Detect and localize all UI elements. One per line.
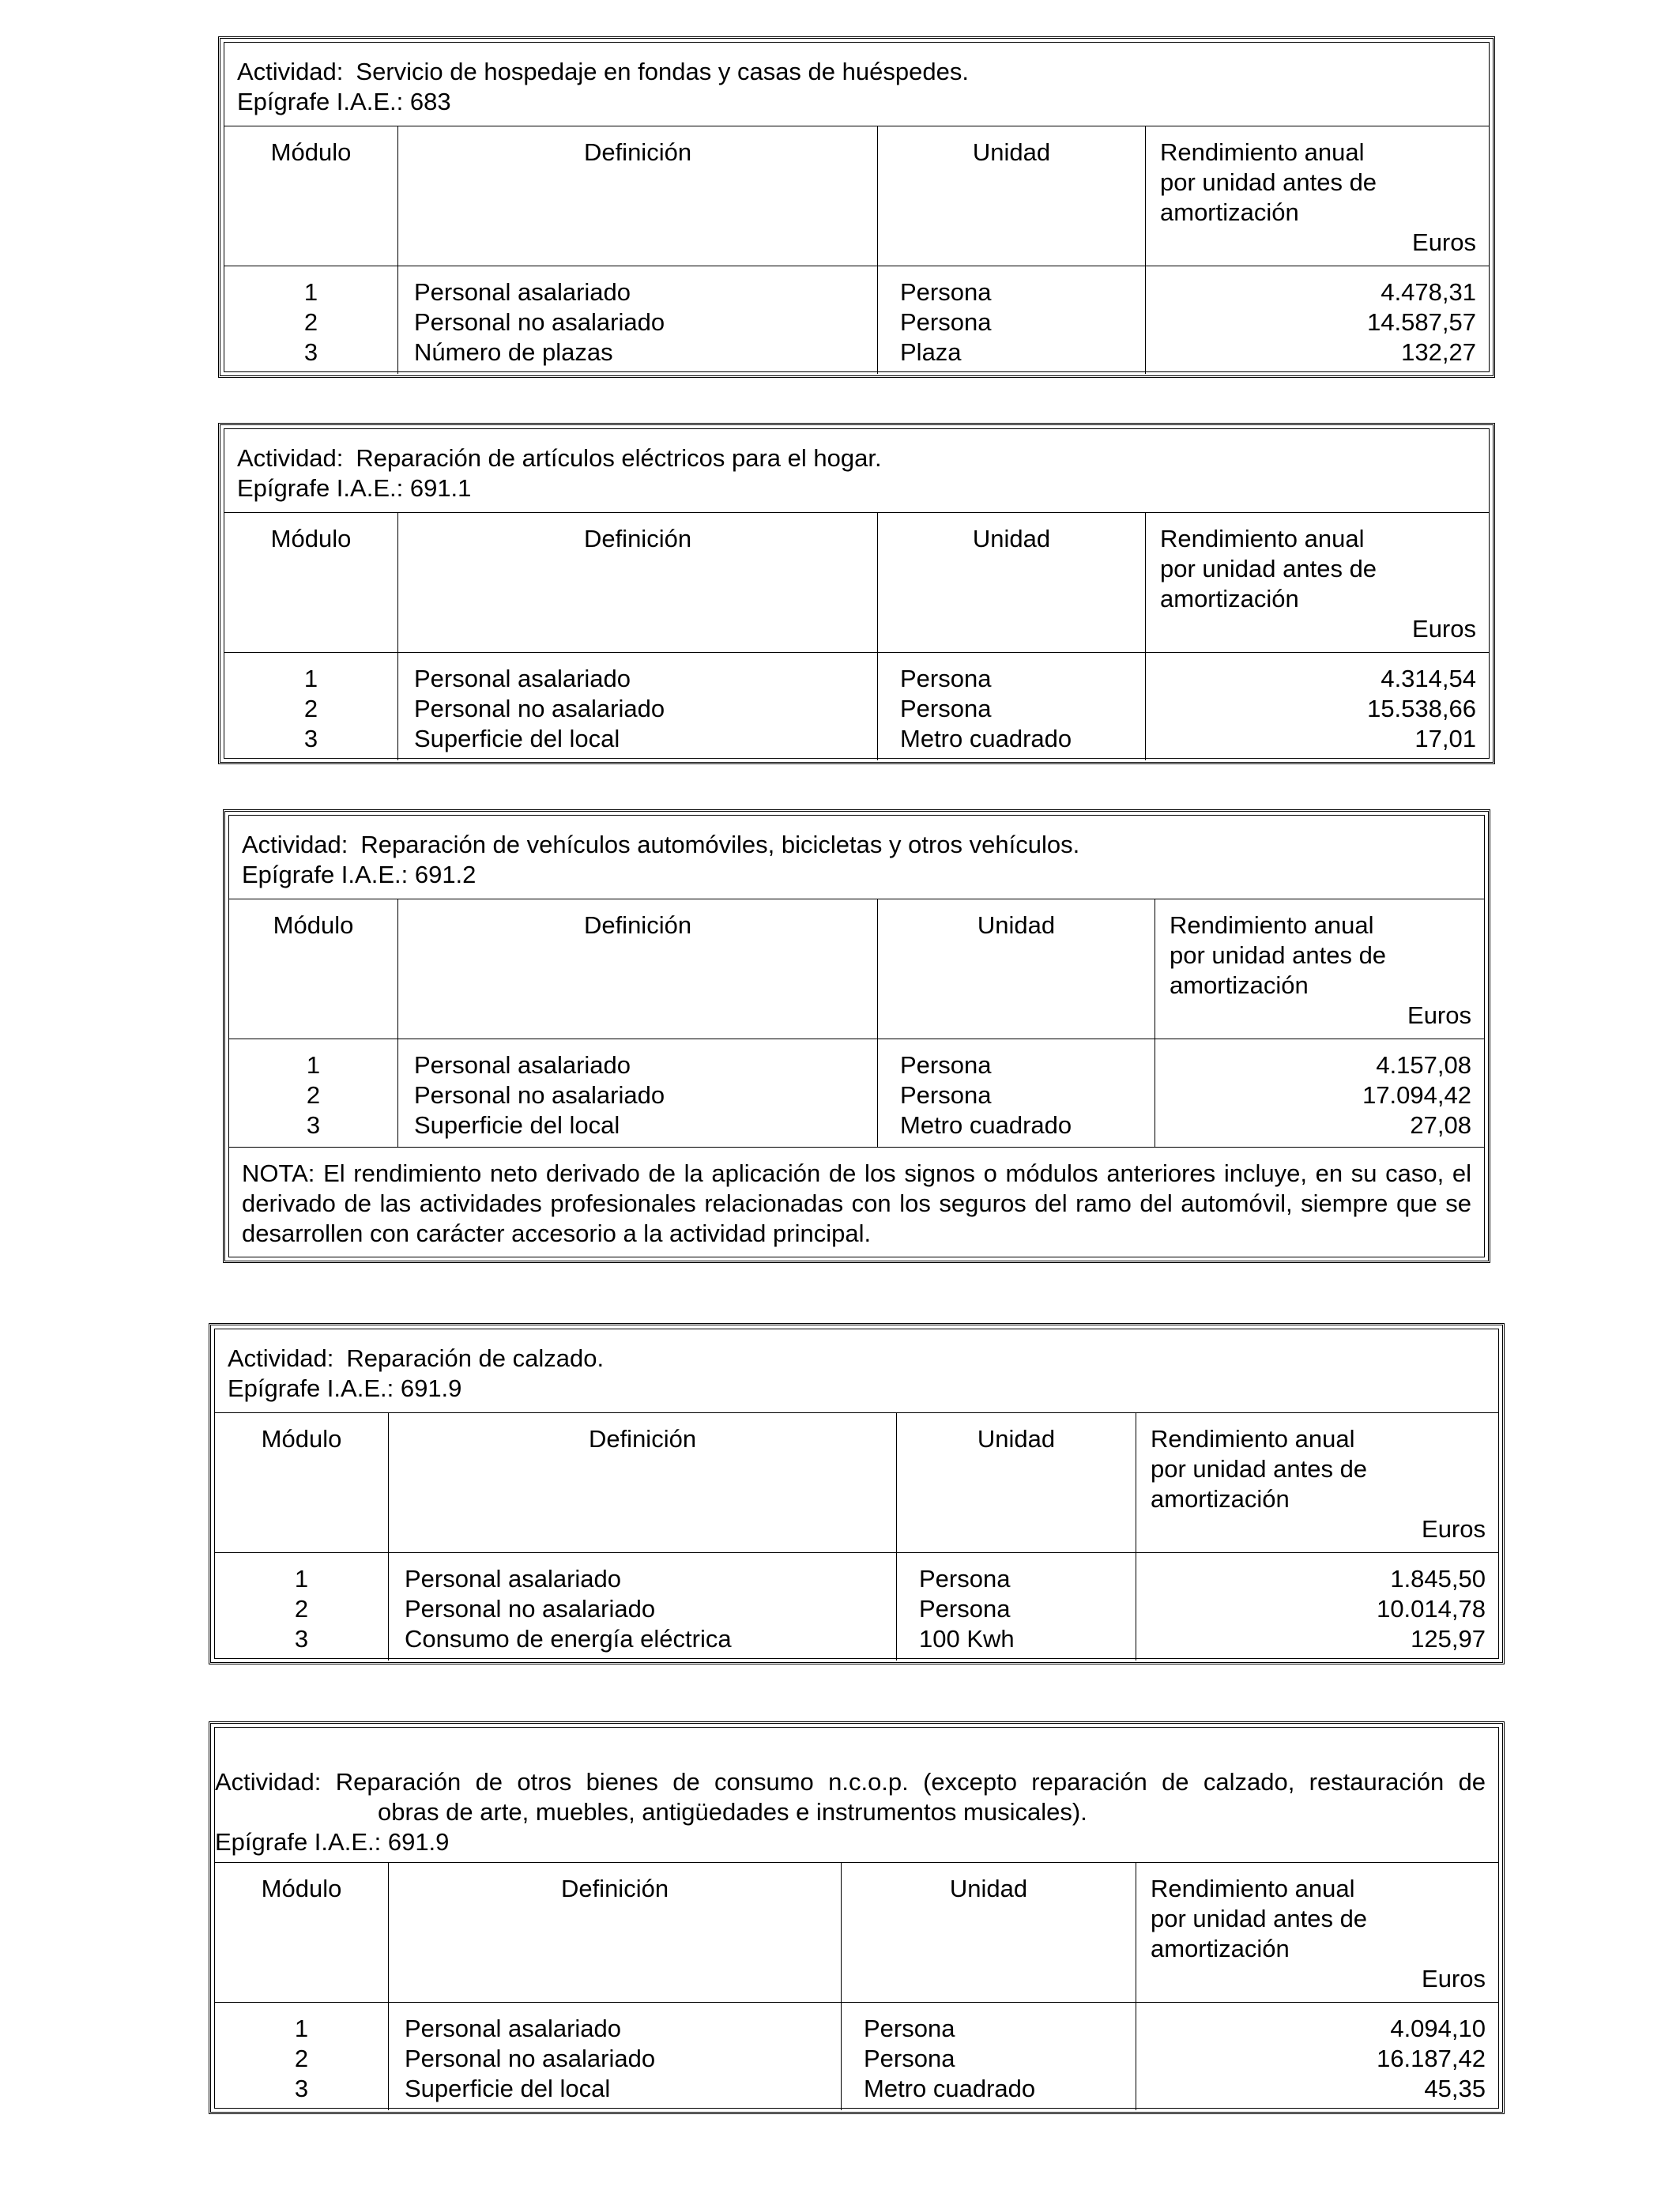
table-block-691-9-calzado bbox=[209, 1323, 1505, 1664]
table-row-modulo: 3 bbox=[303, 725, 318, 752]
table-row-rendimiento: 10.014,78 bbox=[1377, 1595, 1486, 1623]
actividad-value: Reparación de calzado. bbox=[346, 1344, 605, 1372]
column-header-row bbox=[229, 899, 1484, 1039]
col-euros: Euros bbox=[1422, 1515, 1486, 1543]
actividad-label: Actividad: bbox=[215, 1768, 322, 1796]
table-row-modulo: 1 bbox=[303, 278, 318, 306]
col-definicion: Definición bbox=[398, 126, 878, 266]
table-row-definicion: Personal no asalariado bbox=[405, 2045, 656, 2072]
table-block-683 bbox=[218, 36, 1495, 378]
table-row-modulo: 1 bbox=[303, 665, 318, 692]
data-rows bbox=[224, 266, 1489, 374]
table-row-unidad: Persona bbox=[900, 1081, 992, 1109]
col-rendimiento: Rendimiento anual por unidad antes de amortización Euros bbox=[1146, 513, 1489, 653]
table-row-definicion: Número de plazas bbox=[414, 338, 613, 366]
table-row-unidad: Persona bbox=[900, 1051, 992, 1079]
table-row-unidad: 100 Kwh bbox=[919, 1625, 1015, 1653]
table-row-rendimiento: 1.845,50 bbox=[1390, 1565, 1486, 1593]
table-row-modulo: 2 bbox=[303, 695, 318, 722]
col-modulo: Módulo bbox=[224, 126, 398, 266]
table-row-definicion: Personal no asalariado bbox=[405, 1595, 656, 1623]
table-row-rendimiento: 125,97 bbox=[1411, 1625, 1486, 1653]
table-row-rendimiento: 4.314,54 bbox=[1381, 665, 1476, 692]
table-row-rendimiento: 17.094,42 bbox=[1362, 1081, 1471, 1109]
epigrafe: Epígrafe I.A.E.: 691.2 bbox=[242, 861, 477, 888]
actividad-label: Actividad: bbox=[237, 58, 344, 85]
table-header bbox=[215, 1728, 1498, 1863]
col-euros: Euros bbox=[1412, 228, 1476, 256]
table-row-rendimiento: 14.587,57 bbox=[1367, 308, 1476, 336]
col-euros: Euros bbox=[1412, 615, 1476, 643]
column-header-row bbox=[224, 126, 1489, 266]
table-row-modulo: 1 bbox=[306, 1051, 321, 1079]
column-header-row bbox=[224, 513, 1489, 653]
col-modulo: Módulo bbox=[215, 1863, 389, 2003]
table-row-rendimiento: 27,08 bbox=[1410, 1111, 1471, 1139]
table-row-definicion: Personal no asalariado bbox=[414, 695, 665, 722]
table-row-modulo: 3 bbox=[306, 1111, 321, 1139]
table-row-unidad: Persona bbox=[864, 2015, 955, 2042]
actividad-value: Servicio de hospedaje en fondas y casas de huéspedes. bbox=[356, 58, 969, 85]
table-row-modulo: 3 bbox=[303, 338, 318, 366]
epigrafe: Epígrafe I.A.E.: 691.9 bbox=[228, 1374, 462, 1402]
table-row-definicion: Personal asalariado bbox=[405, 2015, 622, 2042]
col-unidad: Unidad bbox=[897, 1413, 1136, 1553]
table-row-modulo: 2 bbox=[294, 2045, 309, 2072]
actividad-value: Reparación de vehículos automóviles, bicicletas y otros vehículos. bbox=[360, 831, 1080, 858]
actividad-label: Actividad: bbox=[237, 444, 344, 472]
table-row-modulo: 1 bbox=[294, 2015, 309, 2042]
table-row-definicion: Personal no asalariado bbox=[414, 1081, 665, 1109]
col-rendimiento: Rendimiento anual por unidad antes de amortización Euros bbox=[1155, 899, 1484, 1039]
table-row-rendimiento: 15.538,66 bbox=[1367, 695, 1476, 722]
actividad-value: Reparación de artículos eléctricos para el hogar. bbox=[356, 444, 882, 472]
table-block-691-1 bbox=[218, 423, 1495, 764]
table-row-unidad: Metro cuadrado bbox=[900, 1111, 1072, 1139]
nota-text: NOTA: El rendimiento neto derivado de la aplicación de los signos o módulos anteriores incluye, en su caso, el derivado de las actividades profesionales relacionadas con los seguros del ramo del automóvil, siempre que se desarrollen con carácter accesorio a la actividad principal. bbox=[229, 1147, 1484, 1258]
table-header bbox=[224, 43, 1489, 126]
data-rows bbox=[215, 1553, 1498, 1661]
table-row-definicion: Superficie del local bbox=[414, 1111, 620, 1139]
table-row-unidad: Metro cuadrado bbox=[900, 725, 1072, 752]
table-row-rendimiento: 45,35 bbox=[1424, 2075, 1486, 2102]
table-row-rendimiento: 4.478,31 bbox=[1381, 278, 1476, 306]
col-rendimiento: Rendimiento anual por unidad antes de amortización Euros bbox=[1136, 1413, 1498, 1553]
epigrafe: Epígrafe I.A.E.: 691.1 bbox=[237, 474, 472, 502]
col-euros: Euros bbox=[1422, 1965, 1486, 1992]
table-row-definicion: Superficie del local bbox=[405, 2075, 611, 2102]
table-row-definicion: Personal asalariado bbox=[414, 665, 631, 692]
table-row-unidad: Metro cuadrado bbox=[864, 2075, 1036, 2102]
table-row-unidad: Persona bbox=[900, 665, 992, 692]
table-row-rendimiento: 17,01 bbox=[1414, 725, 1476, 752]
table-row-unidad: Persona bbox=[919, 1595, 1011, 1623]
column-header-row bbox=[215, 1863, 1498, 2003]
epigrafe: Epígrafe I.A.E.: 691.9 bbox=[215, 1828, 450, 1856]
table-row-modulo: 2 bbox=[303, 308, 318, 336]
col-rendimiento: Rendimiento anual por unidad antes de amortización Euros bbox=[1146, 126, 1489, 266]
col-modulo: Módulo bbox=[215, 1413, 389, 1553]
col-euros: Euros bbox=[1407, 1001, 1471, 1029]
col-definicion: Definición bbox=[389, 1863, 842, 2003]
table-header bbox=[229, 816, 1484, 899]
col-modulo: Módulo bbox=[224, 513, 398, 653]
table-row-modulo: 3 bbox=[294, 1625, 309, 1653]
column-header-row bbox=[215, 1413, 1498, 1553]
col-rendimiento: Rendimiento anual por unidad antes de amortización Euros bbox=[1136, 1863, 1498, 2003]
table-row-modulo: 3 bbox=[294, 2075, 309, 2102]
table-block-691-9-otros bbox=[209, 1721, 1505, 2114]
actividad-label: Actividad: bbox=[228, 1344, 334, 1372]
table-row-definicion: Personal asalariado bbox=[414, 1051, 631, 1079]
col-definicion: Definición bbox=[389, 1413, 897, 1553]
table-row-modulo: 1 bbox=[294, 1565, 309, 1593]
table-header bbox=[215, 1329, 1498, 1413]
data-rows bbox=[224, 653, 1489, 760]
col-unidad: Unidad bbox=[842, 1863, 1136, 2003]
table-row-unidad: Persona bbox=[919, 1565, 1011, 1593]
table-row-unidad: Persona bbox=[900, 278, 992, 306]
table-block-691-2 bbox=[223, 809, 1490, 1263]
table-row-rendimiento: 16.187,42 bbox=[1377, 2045, 1486, 2072]
col-definicion: Definición bbox=[398, 513, 878, 653]
col-unidad: Unidad bbox=[878, 899, 1155, 1039]
table-row-rendimiento: 132,27 bbox=[1401, 338, 1476, 366]
table-row-definicion: Personal no asalariado bbox=[414, 308, 665, 336]
col-unidad: Unidad bbox=[878, 513, 1146, 653]
table-row-rendimiento: 4.157,08 bbox=[1376, 1051, 1471, 1079]
table-row-unidad: Persona bbox=[900, 695, 992, 722]
epigrafe: Epígrafe I.A.E.: 683 bbox=[237, 88, 451, 115]
col-modulo: Módulo bbox=[229, 899, 398, 1039]
table-row-definicion: Personal asalariado bbox=[405, 1565, 622, 1593]
data-rows bbox=[215, 2003, 1498, 2110]
table-row-modulo: 2 bbox=[294, 1595, 309, 1623]
table-row-definicion: Personal asalariado bbox=[414, 278, 631, 306]
data-rows bbox=[229, 1039, 1484, 1147]
table-row-modulo: 2 bbox=[306, 1081, 321, 1109]
actividad-value: Reparación de otros bienes de consumo n.c.o.p. (excepto reparación de calzado, restauración de bbox=[335, 1768, 1486, 1796]
table-row-definicion: Consumo de energía eléctrica bbox=[405, 1625, 732, 1653]
col-unidad: Unidad bbox=[878, 126, 1146, 266]
table-row-definicion: Superficie del local bbox=[414, 725, 620, 752]
table-row-unidad: Persona bbox=[900, 308, 992, 336]
col-definicion: Definición bbox=[398, 899, 878, 1039]
actividad-value-continued: obras de arte, muebles, antigüedades e instrumentos musicales). bbox=[378, 1798, 1087, 1826]
table-header bbox=[224, 429, 1489, 513]
table-row-unidad: Plaza bbox=[900, 338, 962, 366]
table-row-unidad: Persona bbox=[864, 2045, 955, 2072]
table-row-rendimiento: 4.094,10 bbox=[1390, 2015, 1486, 2042]
actividad-label: Actividad: bbox=[242, 831, 348, 858]
